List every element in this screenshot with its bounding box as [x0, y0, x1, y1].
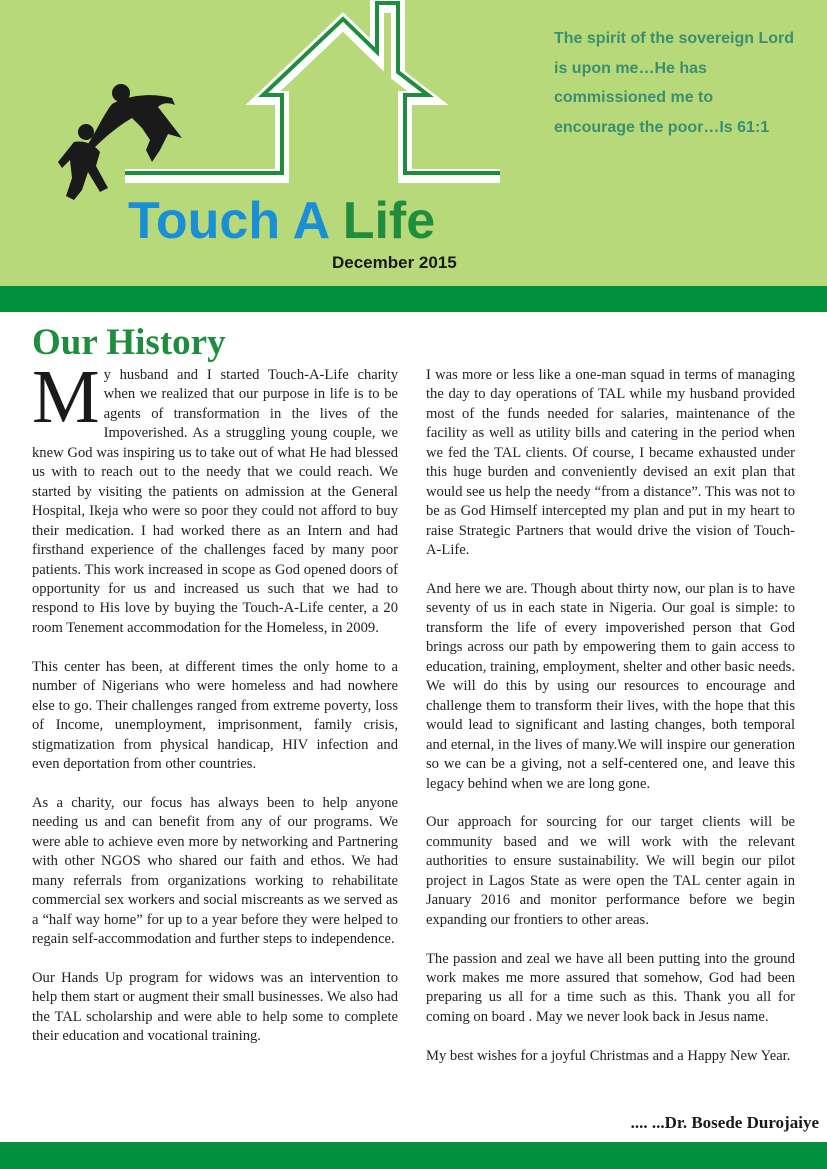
drop-cap: M — [32, 355, 100, 439]
verse-line: encourage the poor…Is 61:1 — [554, 118, 770, 136]
article-paragraph: And here we are. Though about thirty now, our plan is to have seventy of us in each state in Nigeria. Our goal is simple: to transform the life of every impoverished person that God brings across our path by empowering them to gain access to education, training, employment, shelter and other basic needs. We will do this by using our resources to encourage and challenge them to transform their lives, with the hope that this would lead to significant and lasting changes, both temporal and eternal, in the lives of many.We will inspire our generation so we can be a giving, not a self-centered one, and leave this legacy behind when we are long gone. — [426, 580, 795, 792]
footer-band — [0, 1142, 827, 1169]
issue-date: December 2015 — [332, 253, 457, 272]
header-divider-band — [0, 286, 827, 312]
verse-line: The spirit of the sovereign Lord — [554, 30, 795, 47]
brand-name — [128, 192, 435, 250]
article-paragraph: Our approach for sourcing for our target clients will be community based and we will work with the relevant authorities to ensure sustainability. We will begin our pilot project in Lagos State as were open the TAL center again in January 2016 and monitor performance before we begin expanding our frontiers to other areas. — [426, 814, 795, 928]
verse-line: commissioned me to — [554, 89, 714, 106]
article-title: Our History — [32, 322, 226, 363]
paragraph-text: y husband and I started Touch-A-Life charity when we realized that our purpose in life is to be agents of transformation in the lives of the Impoverished. As a struggling young couple, we knew God was inspiring us to take out of what He had blessed us with to reach out to the needy that we could reach. We started by visiting the patients on admission at the General Hospital, Ikeja who were so poor they could not afford to buy their medication. I had worked there as an Intern and had firsthand experience of the challenges faced by many poor patients. This work increased in scope as God opened doors of opportunity for us and increased us such that we had to respond to His love by buying the Touch-A-Life center, a 20 room Tenement accommodation for the Homeless, in 2009. — [32, 367, 398, 636]
scripture-verse — [554, 24, 824, 142]
house-outline-icon — [125, 3, 500, 176]
author-signature: .... ...Dr. Bosede Durojaiye — [630, 1113, 819, 1132]
article-paragraph: I was more or less like a one-man squad in terms of managing the day to day operations of TAL while my husband provided most of the funds needed for salaries, maintenance of the facility as well as utility bills and catering in the period when we fed the TAL clients. Of course, I became exhausted under this huge burden and conveniently devised an exit plan that would see us help the needy “from a distance”. This was not to be as God Himself intercepted my plan and put in my heart to raise Strategic Partners that would drive the vision of Touch-A-Life. — [426, 367, 795, 559]
article-paragraph: This center has been, at different times the only home to a number of Nigerians who were homeless and had nowhere else to go. Their challenges ranged from extreme poverty, loss of Income, unemployment, imprisonment, family crisis, stigmatization from physical handicap, HIV infection and even deportation from other countries. — [32, 658, 398, 773]
article-paragraph: The passion and zeal we have all been putting into the ground work makes me more assured that somehow, God had been preparing us all for a time such as this. Thank you all for coming on board . May we never look back in Jesus name. — [426, 950, 795, 1025]
article-column-left — [32, 355, 398, 1066]
newsletter-header — [0, 0, 827, 286]
brand-name-part1: Touch A — [128, 192, 329, 250]
article-paragraph: As a charity, our focus has always been to help anyone needing us and can benefit from any of our programs. We were able to achieve even more by networking and Partnering with other NGOS who shared our faith and ethos. We had many referrals from organizations working to rehabilitate commercial sex workers and social miscreants as we served as a “half way home” for up to a year before they were helped to regain self-accommodation and further steps to independence. — [32, 794, 398, 948]
article-paragraph: Our Hands Up program for widows was an intervention to help them start or augment their small businesses. We also had the TAL scholarship and were able to help some to complete their education and vocational training. — [32, 970, 398, 1045]
brand-name-part2: Life — [342, 192, 436, 250]
verse-line: is upon me…He has — [554, 59, 707, 77]
article-column-right — [426, 366, 795, 1086]
article-paragraph — [32, 355, 398, 638]
article-paragraph: My best wishes for a joyful Christmas and a Happy New Year. — [426, 1047, 791, 1064]
